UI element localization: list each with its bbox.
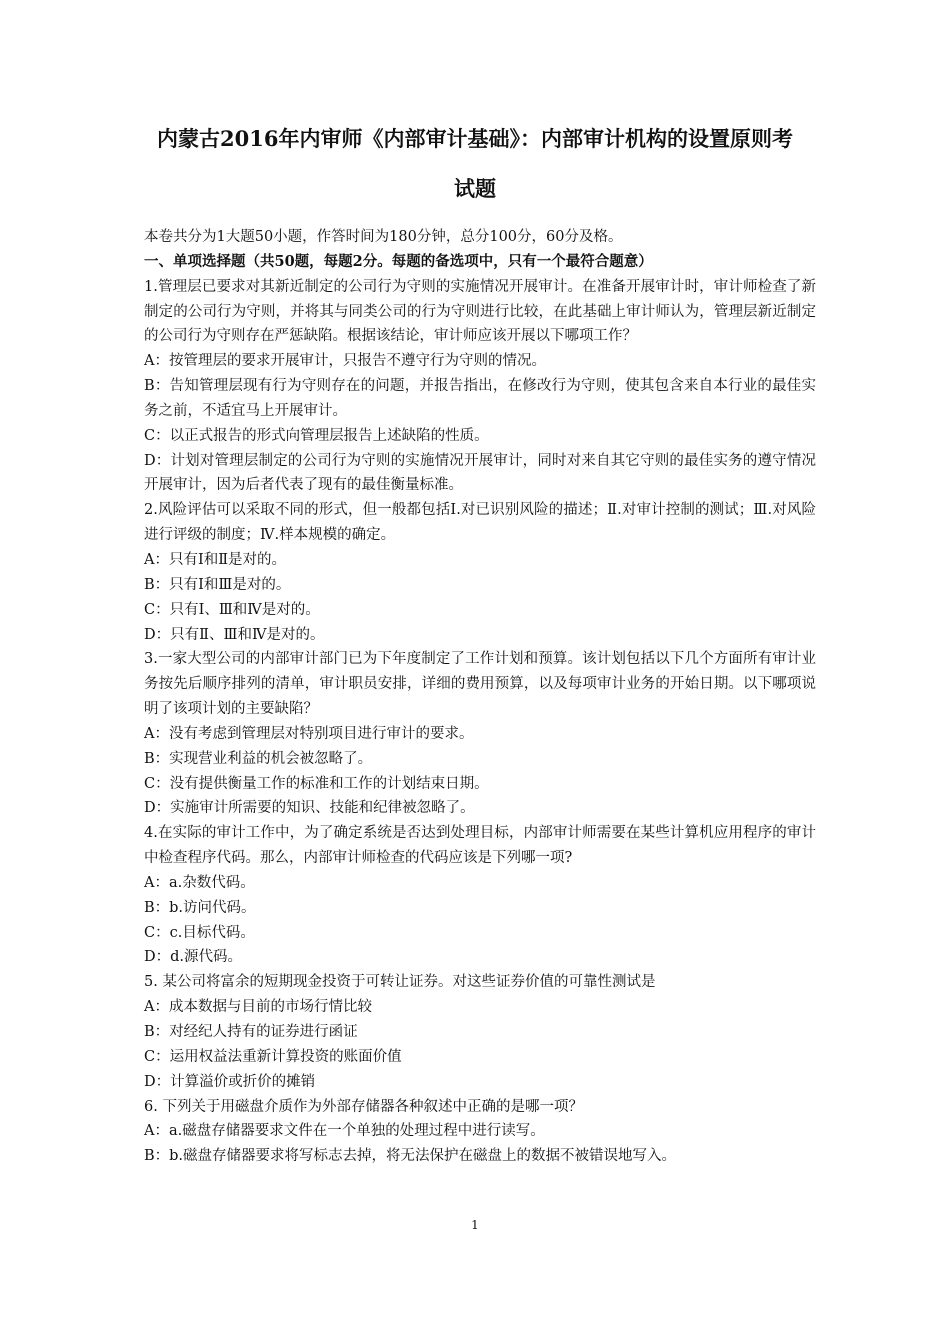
document-title-line-2: 试题 xyxy=(454,176,496,201)
document-body xyxy=(144,225,816,1169)
page-number: 1 xyxy=(471,1218,479,1232)
question-option: C：运用权益法重新计算投资的账面价值 xyxy=(144,1048,402,1065)
question-option: A：a.杂数代码。 xyxy=(144,874,255,891)
question-option: B：b.访问代码。 xyxy=(144,899,256,916)
question-option: A：成本数据与目前的市场行情比较 xyxy=(144,999,372,1016)
question-stem: 3.一家大型公司的内部审计部门已为下年度制定了工作计划和预算。该计划包括以下几个方面所有审计业务按先后顺序排列的清单，审计职员安排，详细的费用预算，以及每项审计业务的开始日期。以下哪项说明了该项计划的主要缺陷？ xyxy=(144,651,816,718)
question-option: A：没有考虑到管理层对特别项目进行审计的要求。 xyxy=(144,725,474,742)
question-option: C：没有提供衡量工作的标准和工作的计划结束日期。 xyxy=(144,775,489,792)
question-option: D：只有Ⅱ、Ⅲ和Ⅳ是对的。 xyxy=(144,626,325,643)
question-option: D：计划对管理层制定的公司行为守则的实施情况开展审计，同时对来自其它守则的最佳实务的遵守情况开展审计，因为后者代表了现有的最佳衡量标准。 xyxy=(144,452,816,494)
question-option: A：只有Ⅰ和Ⅱ是对的。 xyxy=(144,551,287,568)
exam-intro: 本卷共分为1大题50小题，作答时间为180分钟，总分100分，60分及格。 xyxy=(144,229,623,245)
question-option: B：告知管理层现有行为守则存在的问题，并报告指出，在修改行为守则，使其包含来自本行业的最佳实务之前，不适宜马上开展审计。 xyxy=(144,378,816,419)
question-stem: 6. 下列关于用磁盘介质作为外部存储器各种叙述中正确的是哪一项？ xyxy=(144,1098,583,1115)
question-option: C：c.目标代码。 xyxy=(144,924,255,941)
question-option: A：a.磁盘存储器要求文件在一个单独的处理过程中进行读写。 xyxy=(144,1123,545,1140)
question-stem: 4.在实际的审计工作中，为了确定系统是否达到处理目标，内部审计师需要在某些计算机应用程序的审计中检查程序代码。那么，内部审计师检查的代码应该是下列哪一项? xyxy=(144,825,816,867)
question-option: C：以正式报告的形式向管理层报告上述缺陷的性质。 xyxy=(144,427,489,444)
question-option: B：只有Ⅰ和Ⅲ是对的。 xyxy=(144,576,291,593)
question-option: B：实现营业利益的机会被忽略了。 xyxy=(144,750,373,767)
question-option: B：对经纪人持有的证券进行函证 xyxy=(144,1024,358,1040)
document-title-line-1: 内蒙古2016年内审师《内部审计基础》：内部审计机构的设置原则考 xyxy=(157,126,793,151)
question-option: B：b.磁盘存储器要求将写标志去掉，将无法保护在磁盘上的数据不被错误地写入。 xyxy=(144,1148,677,1165)
question-stem: 5. 某公司将富余的短期现金投资于可转让证券。对这些证券价值的可靠性测试是 xyxy=(144,974,656,991)
question-option: D：实施审计所需要的知识、技能和纪律被忽略了。 xyxy=(144,800,475,817)
question-option: D：计算溢价或折价的摊销 xyxy=(144,1073,316,1090)
question-option: A：按管理层的要求开展审计，只报告不遵守行为守则的情况。 xyxy=(144,353,546,370)
question-stem: 2.风险评估可以采取不同的形式，但一般都包括Ⅰ.对已识别风险的描述；Ⅱ.对审计控制的测试；Ⅲ.对风险进行评级的制度；Ⅳ.样本规模的确定。 xyxy=(144,502,816,544)
question-option: D：d.源代码。 xyxy=(144,949,243,966)
section-heading: 一、单项选择题（共50题，每题2分。每题的备选项中，只有一个最符合题意） xyxy=(144,252,653,270)
question-option: C：只有Ⅰ、Ⅲ和Ⅳ是对的。 xyxy=(144,601,320,618)
question-stem: 1.管理层已要求对其新近制定的公司行为守则的实施情况开展审计。在准备开展审计时，审计师检查了新制定的公司行为守则，并将其与同类公司的行为守则进行比较，在此基础上审计师认为，管理层新近制定的公司行为守则存在严惩缺陷。根据该结论，审计师应该开展以下哪项工作？ xyxy=(144,278,816,345)
